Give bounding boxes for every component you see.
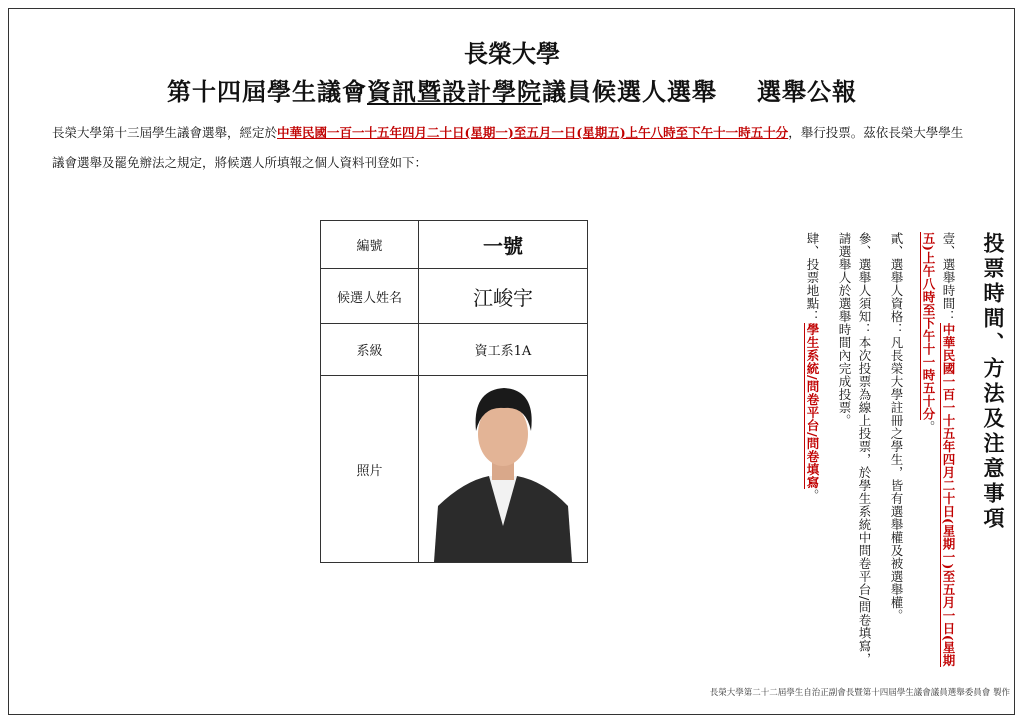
photo-label: 照片 bbox=[321, 376, 419, 563]
voting-notes bbox=[790, 232, 1006, 672]
candidate-number: 一號 bbox=[419, 221, 588, 269]
note-item-2: 貳、選舉人資格：凡長榮大學註冊之學生，皆有選舉權及被選舉權。 bbox=[889, 232, 904, 622]
note-item-4 bbox=[802, 232, 822, 670]
note-1-date: 中華民國一百一十五年四月二十日(星期一)至五月一日(星期五)上午八時至下午十一時五十分 bbox=[921, 232, 956, 668]
note-4-end: 。 bbox=[805, 489, 820, 503]
candidate-dept: 資工系1A bbox=[419, 324, 588, 376]
page-title bbox=[0, 72, 1024, 107]
intro-paragraph bbox=[52, 118, 972, 178]
candidate-photo bbox=[434, 376, 572, 562]
footer-credit: 長榮大學第二十二屆學生自治正副會長暨第十四屆學生議會議員選舉委員會 製作 bbox=[709, 688, 1010, 698]
name-label: 候選人姓名 bbox=[321, 269, 419, 324]
intro-pre: 長榮大學第十三屆學生議會選舉，經定於 bbox=[52, 125, 278, 140]
number-label: 編號 bbox=[321, 221, 419, 269]
note-4-place: 學生系統/問卷平台/問卷填寫 bbox=[805, 323, 820, 490]
candidate-name: 江峻宇 bbox=[419, 269, 588, 324]
intro-post: ，舉行投票。茲依長榮大學學生議會選舉及罷免辦法之規定，將候選人所填報之個人資料刊登如下： bbox=[52, 125, 964, 170]
notes-title: 投票時間、方法及注意事項 bbox=[981, 232, 1006, 532]
note-4-label: 肆、投票地點： bbox=[805, 232, 820, 323]
dept-label: 系級 bbox=[321, 324, 419, 376]
note-item-1 bbox=[918, 232, 958, 670]
title-post: 議員候選人選舉 bbox=[542, 77, 717, 106]
note-1-label: 壹、選舉時間： bbox=[941, 232, 956, 323]
candidate-table bbox=[320, 220, 588, 563]
intro-date: 中華民國一百一十五年四月二十日(星期一)至五月一日(星期五)上午八時至下午十一時五十分 bbox=[277, 125, 789, 140]
title-college: 資訊暨設計學院 bbox=[367, 77, 542, 106]
title-pre: 第十四屆學生議會 bbox=[167, 77, 367, 106]
title-suffix: 選舉公報 bbox=[757, 77, 857, 106]
note-item-3: 參、選舉人須知：本次投票為線上投票，於學生系統中問卷平台/問卷填寫，請選舉人於選舉時間內完成投票。 bbox=[837, 232, 872, 666]
university-title: 長榮大學 bbox=[464, 39, 560, 68]
note-1-end: 。 bbox=[921, 420, 936, 434]
